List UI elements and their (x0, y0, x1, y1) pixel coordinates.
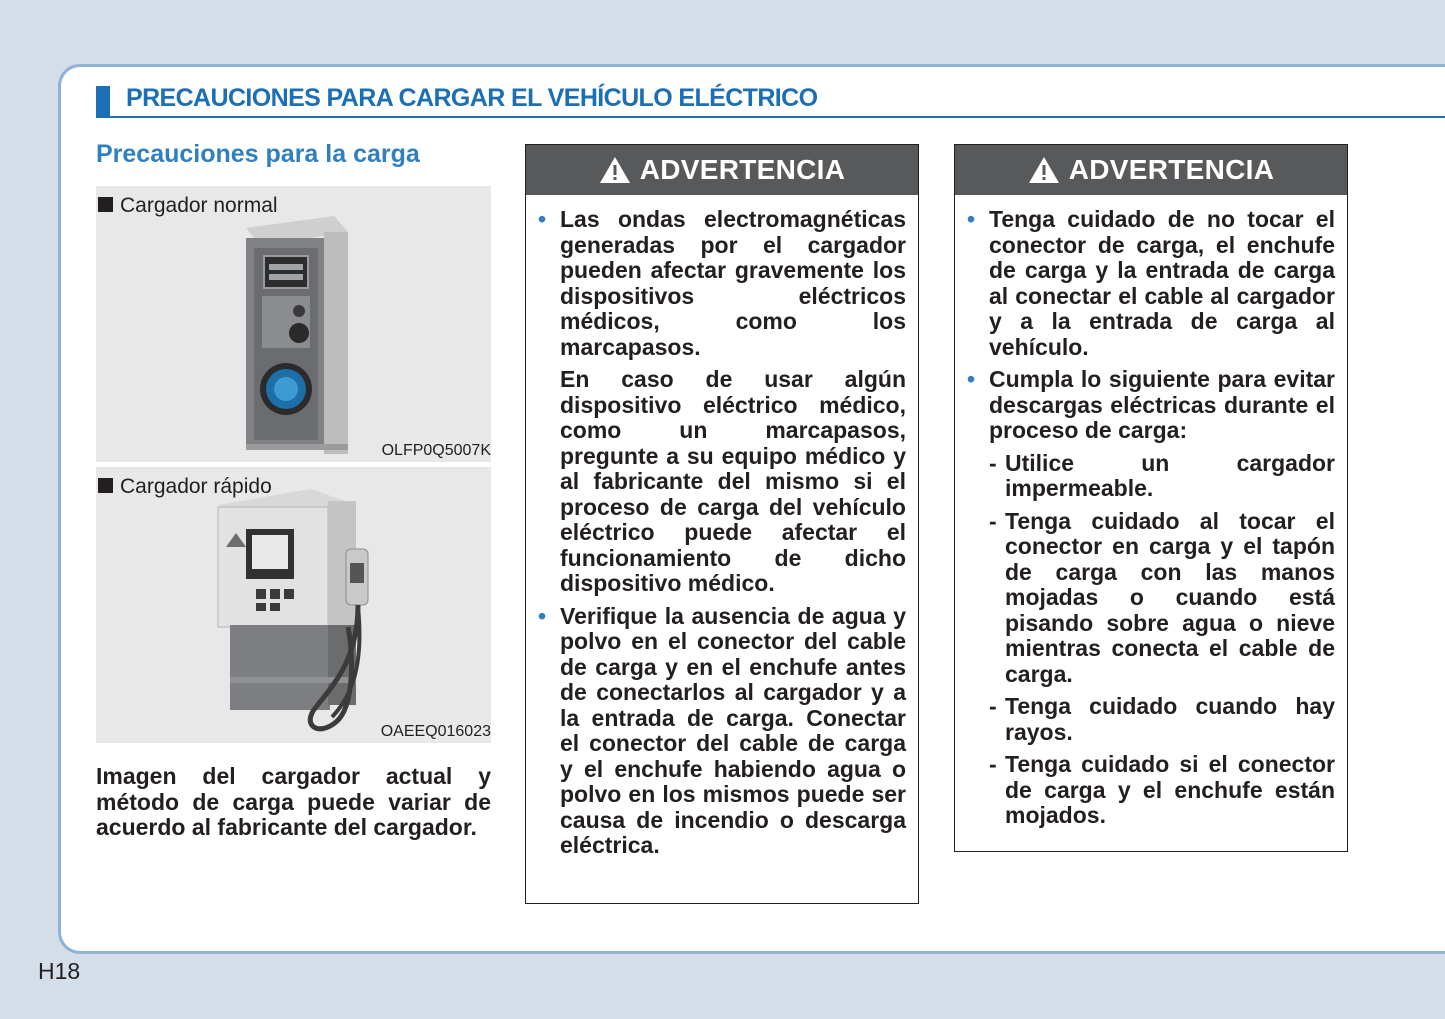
sub-list-item-text: Tenga cuidado cuando hay rayos. (1005, 693, 1335, 745)
figure-code-fast: OAEEQ016023 (378, 723, 491, 741)
figure-fast-charger (96, 467, 491, 743)
dash-marker: - (989, 449, 997, 476)
figure-caption-fast (98, 475, 272, 499)
sub-list-item-text: Utilice un cargador impermeable. (1005, 449, 1335, 501)
bullet-icon: • (538, 602, 547, 629)
title-rule (96, 116, 1445, 118)
sub-list-item (965, 509, 1335, 688)
sub-list-item (965, 752, 1335, 829)
dash-marker: - (989, 507, 997, 534)
black-square-icon (98, 197, 113, 212)
figure-normal-charger (96, 186, 491, 462)
list-item-text: Verifique la ausencia de agua y polvo en el conector del cable de carga y en el enchufe antes de conectarlos al cargador y a la entrada de carga. Conectar el conector del cable de carga y el enchufe habiendo agua o polvo en los mismos puede ser causa de incendio o descarga eléctrica. (560, 602, 906, 858)
list-item-text: Las ondas electromagnéticas generadas por el cargador pueden afectar gravemente los dispositivos eléctricos médicos, como los marcapasos. (560, 206, 906, 360)
figure-code-normal: OLFP0Q5007K (379, 442, 491, 460)
caption-text: Cargador rápido (120, 475, 272, 498)
list-item (965, 207, 1335, 360)
warning-label: ADVERTENCIA (1068, 154, 1275, 185)
sub-list-item-text: Tenga cuidado al tocar el conector en carga y el tapón de carga con las manos mojadas o cuando está pisando sobre agua o nieve mientras conecta el cable de carga. (1005, 507, 1335, 687)
caption-text: Cargador normal (120, 194, 278, 217)
charger-note: Imagen del cargador actual y método de carga puede variar de acuerdo al fabricante del cargador. (96, 763, 491, 840)
sub-list-item-text: Tenga cuidado si el conector de carga y el enchufe están mojados. (1005, 751, 1335, 828)
dash-marker: - (989, 693, 997, 719)
bullet-icon: • (967, 206, 976, 232)
figure-caption-normal (98, 194, 278, 218)
list-item (536, 207, 906, 360)
list-item (536, 604, 906, 859)
warning-header (955, 145, 1347, 195)
warning-body (955, 195, 1347, 846)
sub-list-item (965, 451, 1335, 502)
normal-charger-illustration (96, 186, 491, 462)
black-square-icon (98, 478, 113, 493)
warning-box-2 (954, 144, 1348, 852)
fast-charger-illustration (96, 467, 491, 743)
title-accent-bar (96, 86, 110, 116)
warning-body (526, 195, 918, 876)
warning-box-1 (525, 144, 919, 904)
warning-triangle-icon (599, 156, 631, 184)
list-item-text: Tenga cuidado de no tocar el conector de carga, el enchufe de carga y la entrada de carga al conectar el cable al cargador y a la entrada de carga al vehículo. (989, 206, 1335, 360)
list-paragraph: En caso de usar algún dispositivo eléctrico médico, como un marcapasos, pregunte a su equipo médico y al fabricante del mismo si el proceso de carga del vehículo eléctrico puede afectar el funcionamiento de dicho dispositivo médico. (560, 366, 906, 596)
list-item-text: Cumpla lo siguiente para evitar descargas eléctricas durante el proceso de carga: (989, 366, 1335, 443)
warning-header (526, 145, 918, 195)
warning-label: ADVERTENCIA (639, 154, 846, 185)
section-heading: Precauciones para la carga (96, 140, 420, 168)
list-item (965, 367, 1335, 444)
warning-triangle-icon (1028, 156, 1060, 184)
sub-list-item (965, 694, 1335, 745)
bullet-icon: • (538, 206, 547, 232)
page-number: H18 (38, 958, 81, 984)
page-title: PRECAUCIONES PARA CARGAR EL VEHÍCULO ELÉCTRICO (126, 84, 818, 112)
bullet-icon: • (967, 366, 976, 392)
dash-marker: - (989, 751, 997, 777)
